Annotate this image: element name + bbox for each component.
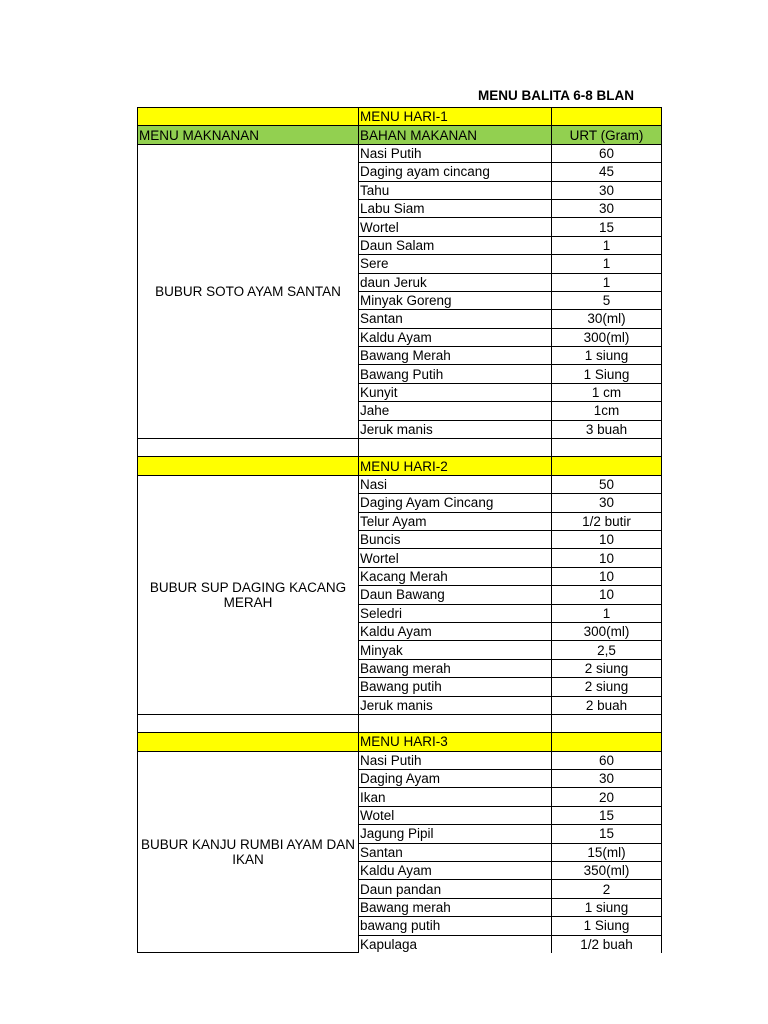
ingredient-urt: 2 buah [552,696,662,714]
blank-cell [138,439,359,457]
ingredient-name: Kapulaga [359,935,552,953]
ingredient-name: Tahu [359,181,552,199]
ingredient-urt: 1cm [552,402,662,420]
day-header-empty [138,108,359,126]
ingredient-name: Bawang merah [359,898,552,916]
menu-name: BUBUR SOTO AYAM SANTAN [138,144,359,438]
day-label: MENU HARI-1 [359,108,552,126]
ingredient-urt: 15 [552,218,662,236]
ingredient-urt: 15 [552,806,662,824]
ingredient-name: Ikan [359,788,552,806]
day-header-empty [552,108,662,126]
column-header-menu: MENU MAKNANAN [138,126,359,144]
ingredient-urt: 1 [552,273,662,291]
document-title: MENU BALITA 6-8 BLAN [478,88,634,103]
ingredient-urt: 50 [552,475,662,493]
blank-cell [552,714,662,732]
ingredient-name: Minyak Goreng [359,291,552,309]
ingredient-urt: 15 [552,825,662,843]
ingredient-urt: 1 [552,255,662,273]
ingredient-urt: 1/2 buah [552,935,662,953]
ingredient-name: Labu Siam [359,199,552,217]
ingredient-urt: 2 [552,880,662,898]
ingredient-name: Bawang putih [359,678,552,696]
blank-cell [359,714,552,732]
day-header-row [138,733,662,751]
ingredient-name: Santan [359,310,552,328]
ingredient-name: Telur Ayam [359,512,552,530]
blank-row [138,714,662,732]
ingredient-urt: 30 [552,181,662,199]
ingredient-urt: 10 [552,567,662,585]
ingredient-name: Kaldu Ayam [359,622,552,640]
blank-cell [552,439,662,457]
ingredient-name: Daun Salam [359,236,552,254]
ingredient-name: Nasi Putih [359,751,552,769]
ingredient-name: Jagung Pipil [359,825,552,843]
ingredient-urt: 2,5 [552,641,662,659]
ingredient-row [138,144,662,162]
ingredient-urt: 3 buah [552,420,662,438]
ingredient-urt: 300(ml) [552,622,662,640]
ingredient-name: Kunyit [359,383,552,401]
ingredient-name: Santan [359,843,552,861]
day-label: MENU HARI-3 [359,733,552,751]
ingredient-urt: 350(ml) [552,862,662,880]
ingredient-name: Jeruk manis [359,420,552,438]
ingredient-urt: 10 [552,549,662,567]
ingredient-row [138,475,662,493]
ingredient-name: Wotel [359,806,552,824]
ingredient-name: Seledri [359,604,552,622]
ingredient-urt: 300(ml) [552,328,662,346]
ingredient-name: Nasi [359,475,552,493]
ingredient-urt: 2 siung [552,659,662,677]
menu-name: BUBUR KANJU RUMBI AYAM DAN IKAN [138,751,359,953]
ingredient-urt: 60 [552,751,662,769]
column-header-urt: URT (Gram) [552,126,662,144]
ingredient-urt: 30 [552,770,662,788]
ingredient-urt: 10 [552,586,662,604]
menu-table [137,107,662,953]
ingredient-name: Buncis [359,530,552,548]
day-header-row [138,108,662,126]
day-header-empty [138,457,359,475]
ingredient-name: Sere [359,255,552,273]
ingredient-urt: 30 [552,494,662,512]
ingredient-urt: 10 [552,530,662,548]
ingredient-urt: 1 [552,236,662,254]
ingredient-name: Daging Ayam [359,770,552,788]
blank-cell [138,714,359,732]
ingredient-urt: 15(ml) [552,843,662,861]
ingredient-urt: 1/2 butir [552,512,662,530]
blank-row [138,439,662,457]
ingredient-row [138,751,662,769]
ingredient-name: Bawang merah [359,659,552,677]
ingredient-urt: 1 siung [552,898,662,916]
blank-cell [359,439,552,457]
ingredient-name: Wortel [359,218,552,236]
day-header-empty [138,733,359,751]
ingredient-urt: 1 Siung [552,365,662,383]
ingredient-name: Kacang Merah [359,567,552,585]
column-header-row [138,126,662,144]
ingredient-name: bawang putih [359,917,552,935]
ingredient-name: Bawang Putih [359,365,552,383]
ingredient-urt: 45 [552,163,662,181]
ingredient-urt: 1 [552,604,662,622]
ingredient-urt: 30 [552,199,662,217]
ingredient-name: daun Jeruk [359,273,552,291]
ingredient-urt: 30(ml) [552,310,662,328]
ingredient-urt: 1 cm [552,383,662,401]
day-header-empty [552,457,662,475]
ingredient-name: Kaldu Ayam [359,328,552,346]
ingredient-name: Jeruk manis [359,696,552,714]
ingredient-urt: 2 siung [552,678,662,696]
ingredient-name: Daun Bawang [359,586,552,604]
ingredient-name: Nasi Putih [359,144,552,162]
ingredient-name: Daging ayam cincang [359,163,552,181]
day-header-row [138,457,662,475]
ingredient-urt: 20 [552,788,662,806]
day-label: MENU HARI-2 [359,457,552,475]
ingredient-name: Daun pandan [359,880,552,898]
ingredient-urt: 5 [552,291,662,309]
ingredient-urt: 1 siung [552,347,662,365]
ingredient-name: Wortel [359,549,552,567]
ingredient-name: Kaldu Ayam [359,862,552,880]
day-header-empty [552,733,662,751]
ingredient-name: Minyak [359,641,552,659]
ingredient-name: Daging Ayam Cincang [359,494,552,512]
ingredient-name: Jahe [359,402,552,420]
ingredient-urt: 1 Siung [552,917,662,935]
column-header-bahan: BAHAN MAKANAN [359,126,552,144]
menu-name: BUBUR SUP DAGING KACANG MERAH [138,475,359,714]
ingredient-name: Bawang Merah [359,347,552,365]
ingredient-urt: 60 [552,144,662,162]
